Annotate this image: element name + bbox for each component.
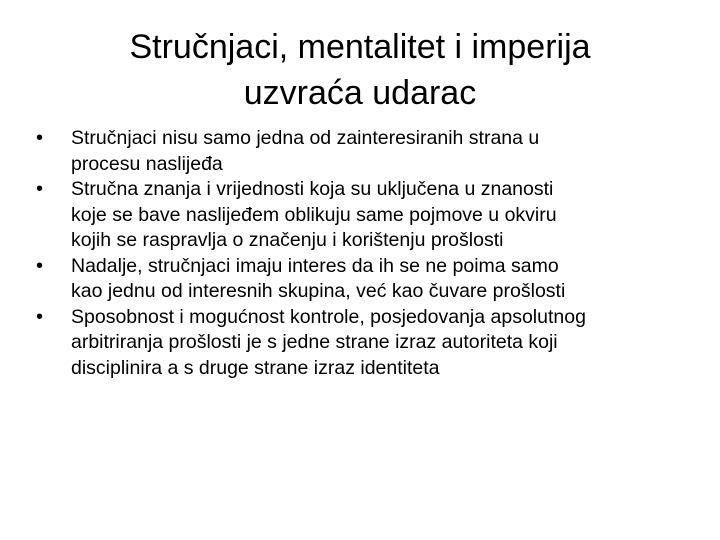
bullet-text-line: Stručna znanja i vrijednosti koja su uključena u znanosti — [71, 178, 554, 200]
bullet-list — [36, 126, 686, 381]
bullet-item — [36, 177, 686, 254]
bullet-dot-icon: • — [36, 254, 44, 277]
bullet-dot-icon: • — [36, 305, 44, 328]
slide-title-line: Stručnjaci, mentalitet i imperija — [129, 28, 591, 66]
bullet-text-line: kao jednu od interesnih skupina, već kao čuvare prošlosti — [71, 280, 566, 302]
bullet-item — [36, 126, 686, 177]
bullet-text-line: koje se bave naslijeđem oblikuju same pojmove u okviru — [71, 203, 557, 226]
bullet-text-line: disciplinira a s druge strane izraz identiteta — [71, 356, 440, 379]
bullet-text-line: kojih se raspravlja o značenju i korištenju prošlosti — [71, 229, 504, 251]
slide-title — [50, 24, 670, 116]
bullet-text-line: procesu naslijeđa — [71, 152, 223, 175]
bullet-dot-icon: • — [36, 178, 44, 200]
bullet-text-line: Stručnjaci nisu samo jedna od zainteresiranih strana u — [71, 127, 540, 149]
bullet-item — [36, 305, 686, 382]
bullet-item — [36, 254, 686, 305]
bullet-text-line: Nadalje, stručnjaci imaju interes da ih se ne poima samo — [71, 254, 559, 277]
bullet-text-line: arbitriranja prošlosti je s jedne strane izraz autoriteta koji — [71, 331, 558, 353]
bullet-text-line: Sposobnost i mogućnost kontrole, posjedovanja apsolutnog — [71, 305, 586, 328]
slide-title-line: uzvraća udarac — [243, 74, 477, 112]
bullet-dot-icon: • — [36, 127, 44, 149]
